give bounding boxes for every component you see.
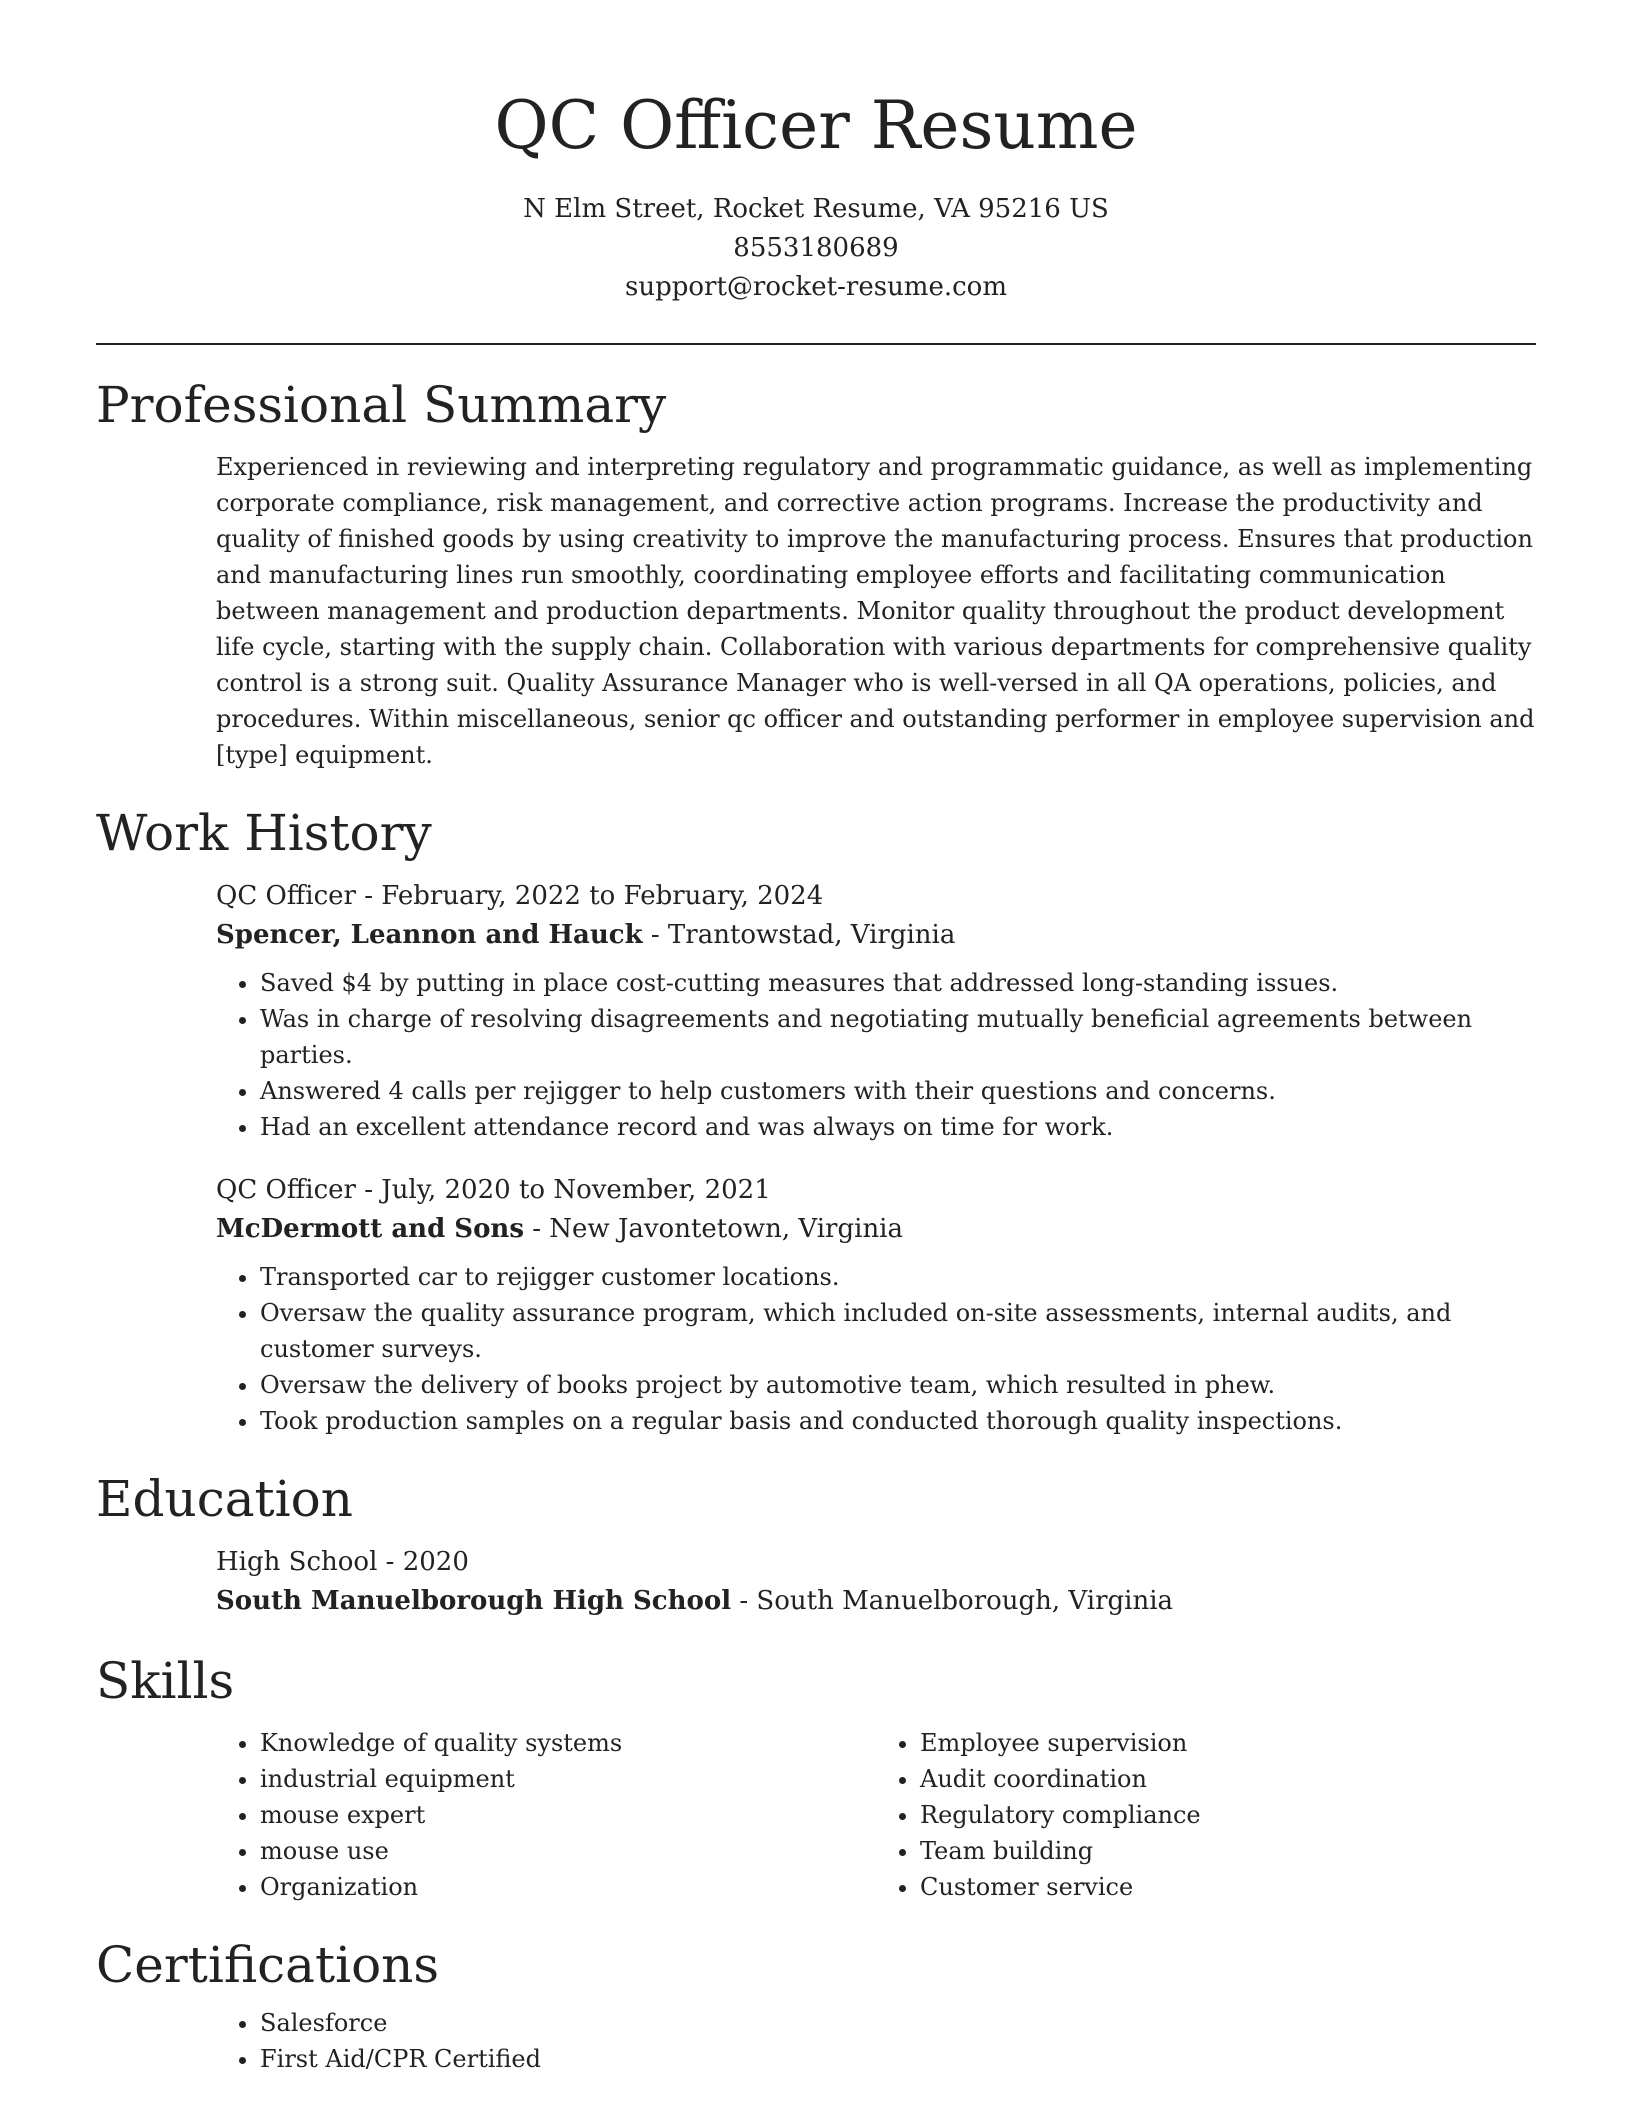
job-location: - New Javontetown, Virginia <box>523 1214 903 1244</box>
job-position: QC Officer <box>216 1175 356 1205</box>
contact-info <box>96 190 1536 307</box>
section-title-education: Education <box>96 1470 353 1528</box>
section-title-skills: Skills <box>96 1652 235 1710</box>
job-company: Spencer, Leannon and Hauck <box>216 920 643 950</box>
list-item: • First Aid/CPR Certified <box>260 2041 1536 2077</box>
list-item: • Was in charge of resolving disagreements and negotiating mutually beneficial agreements between parties. <box>260 1001 1536 1073</box>
header-divider <box>96 343 1536 345</box>
job-company: McDermott and Sons <box>216 1214 524 1244</box>
email: support@rocket-resume.com <box>624 272 1007 302</box>
job-bullets <box>216 1259 1536 1439</box>
skills-grid <box>216 1725 1536 1905</box>
list-item: • Customer service <box>920 1869 1536 1905</box>
education-location: - South Manuelborough, Virginia <box>731 1586 1174 1616</box>
education-school-line <box>216 1582 1536 1621</box>
list-item: • Oversaw the delivery of books project by automotive team, which resulted in phew. <box>260 1367 1536 1403</box>
list-item: • Regulatory compliance <box>920 1797 1536 1833</box>
list-item: • Had an excellent attendance record and was always on time for work. <box>260 1109 1536 1145</box>
resume-header <box>96 0 1536 307</box>
job-title-line <box>216 1171 1536 1210</box>
job-company-line <box>216 916 1536 955</box>
list-item: • Employee supervision <box>920 1725 1536 1761</box>
work-history-section <box>96 803 1536 1439</box>
education-degree-line <box>216 1543 1536 1582</box>
job-title-line <box>216 877 1536 916</box>
list-item: • Team building <box>920 1833 1536 1869</box>
list-item: • Organization <box>260 1869 876 1905</box>
list-item: • Salesforce <box>260 2005 1536 2041</box>
job-entry <box>216 877 1536 1145</box>
certifications-list <box>216 2005 1536 2077</box>
resume-title: QC Officer Resume <box>494 87 1138 164</box>
summary-text: Experienced in reviewing and interpreting regulatory and programmatic guidance, as well as implementing corporate compliance, risk management, and corrective action programs. Increase the productivity and quality of finished goods by using creativity to improve the manufacturing process. Ensures that production and manufacturing lines run smoothly, coordinating employee efforts and facilitating communication between management and production departments. Monitor quality throughout the product development life cycle, starting with the supply chain. Collaboration with various departments for comprehensive quality control is a strong suit. Quality Assurance Manager who is well-versed in all QA operations, policies, and procedures. Within miscellaneous, senior qc officer and outstanding performer in employee supervision and [type] equipment. <box>216 453 1535 769</box>
list-item: • Audit coordination <box>920 1761 1536 1797</box>
education-year: - 2020 <box>377 1547 469 1577</box>
education-school: South Manuelborough High School <box>216 1586 732 1616</box>
list-item: • Oversaw the quality assurance program, which included on-site assessments, internal audits, and customer surveys. <box>260 1295 1536 1367</box>
list-item: • Transported car to rejigger customer locations. <box>260 1259 1536 1295</box>
section-title-certifications: Certifications <box>96 1936 440 1994</box>
list-item: • Saved $4 by putting in place cost-cutting measures that addressed long-standing issues. <box>260 965 1536 1001</box>
skills-column-right <box>876 1725 1536 1905</box>
job-company-line <box>216 1210 1536 1249</box>
job-dates: - July, 2020 to November, 2021 <box>355 1175 771 1205</box>
list-item: • Knowledge of quality systems <box>260 1725 876 1761</box>
certifications-section <box>96 1935 1536 2077</box>
job-dates: - February, 2022 to February, 2024 <box>355 881 824 911</box>
skills-column-left <box>216 1725 876 1905</box>
education-section <box>96 1469 1536 1621</box>
list-item: • Took production samples on a regular basis and conducted thorough quality inspections. <box>260 1403 1536 1439</box>
job-entry <box>216 1171 1536 1439</box>
section-title-summary: Professional Summary <box>96 376 667 434</box>
job-location: - Trantowstad, Virginia <box>642 920 956 950</box>
job-bullets <box>216 965 1536 1145</box>
address: N Elm Street, Rocket Resume, VA 95216 US <box>523 194 1109 224</box>
skills-section <box>96 1651 1536 1905</box>
section-title-work-history: Work History <box>96 804 432 862</box>
education-degree: High School <box>216 1547 378 1577</box>
list-item: • industrial equipment <box>260 1761 876 1797</box>
list-item: • mouse expert <box>260 1797 876 1833</box>
phone: 8553180689 <box>733 233 899 263</box>
list-item: • Answered 4 calls per rejigger to help customers with their questions and concerns. <box>260 1073 1536 1109</box>
summary-section <box>96 375 1536 773</box>
job-position: QC Officer <box>216 881 356 911</box>
list-item: • mouse use <box>260 1833 876 1869</box>
